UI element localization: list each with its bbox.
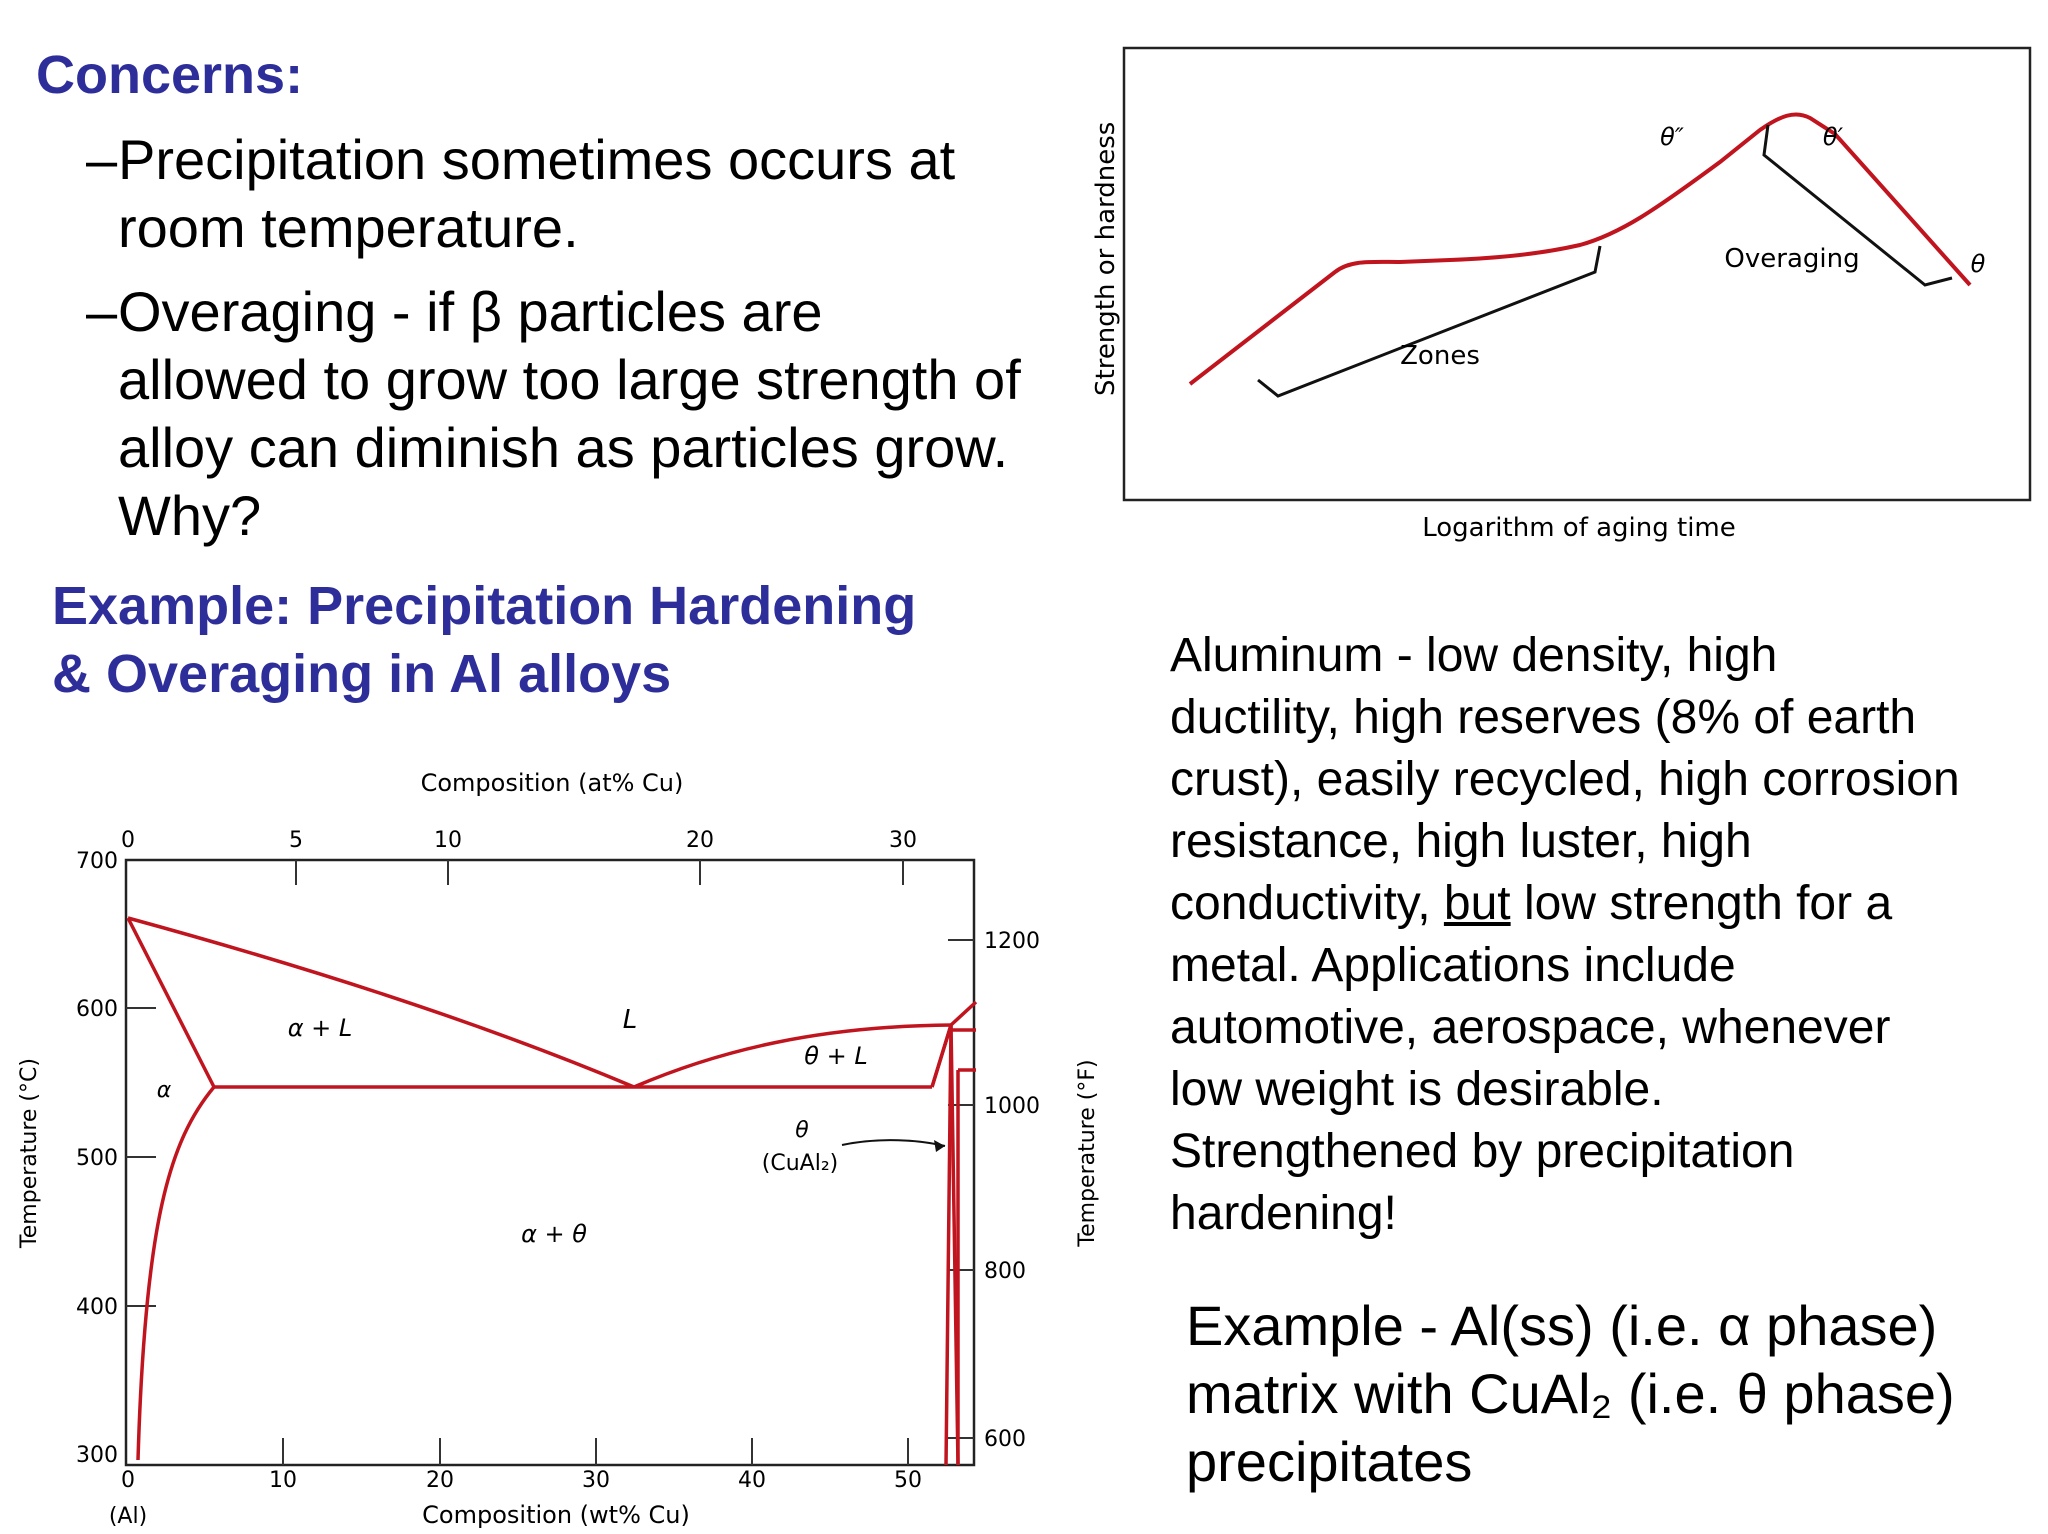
- bullet-line: allowed to grow too large strength of: [118, 348, 1021, 411]
- bullet-line: room temperature.: [118, 196, 579, 259]
- bullet-line: alloy can diminish as particles grow.: [118, 416, 1009, 479]
- example-heading-line: & Overaging in Al alloys: [52, 644, 672, 704]
- bullet-line: Why?: [118, 484, 262, 547]
- region-alpha: α: [156, 1078, 172, 1103]
- concern-bullet-2: [86, 278, 1068, 550]
- bottom-left-label: (Al): [108, 1504, 148, 1529]
- underlined-but: but: [1443, 877, 1511, 930]
- cual2-arrowhead: [934, 1140, 945, 1152]
- theta-dprime-label: θ″: [1660, 123, 1684, 151]
- para-line: Strengthened by precipitation: [1170, 1125, 1795, 1178]
- para-line: hardening!: [1170, 1187, 1397, 1240]
- top-tick-label: 20: [686, 828, 714, 853]
- right-axis-label: Temperature (°F): [1075, 1059, 1100, 1247]
- example-line: matrix with CuAl₂ (i.e. θ phase): [1186, 1362, 1955, 1425]
- theta-prime-label: θ′: [1822, 123, 1844, 151]
- right-tick-label: 800: [984, 1259, 1026, 1284]
- right-tick-label: 1200: [984, 929, 1040, 954]
- left-tick-label: 400: [76, 1295, 118, 1320]
- para-line: [1170, 873, 2030, 935]
- top-axis-label: Composition (at% Cu): [420, 769, 684, 797]
- example-paragraph: [1186, 1292, 2036, 1496]
- bottom-tick-label: 10: [269, 1468, 297, 1493]
- left-tick-label: 500: [76, 1146, 118, 1171]
- para-line: metal. Applications include: [1170, 939, 1736, 992]
- bottom-ticks: [283, 1438, 908, 1465]
- bullet-dash: –: [86, 280, 118, 343]
- chart-frame: [1124, 48, 2030, 500]
- right-tick-label: 1000: [984, 1094, 1040, 1119]
- right-tick-label: 600: [984, 1427, 1026, 1452]
- bottom-axis-label: Composition (wt% Cu): [422, 1501, 690, 1529]
- overaging-label: Overaging: [1724, 244, 1860, 274]
- para-line: crust), easily recycled, high corrosion: [1170, 753, 1960, 806]
- para-line: ductility, high reserves (8% of earth: [1170, 691, 1917, 744]
- aging-xlabel: Logarithm of aging time: [1422, 513, 1736, 543]
- liquidus-right: [634, 1025, 952, 1087]
- bottom-tick-label: 30: [582, 1468, 610, 1493]
- top-ticks: [296, 860, 903, 885]
- left-tick-label: 300: [76, 1443, 118, 1468]
- para-text: low strength for a: [1510, 877, 1893, 930]
- top-tick-label: 30: [889, 828, 917, 853]
- bottom-tick-label: 50: [894, 1468, 922, 1493]
- example-line: precipitates: [1186, 1430, 1473, 1493]
- theta-left-boundary: [932, 1025, 951, 1465]
- zones-bracket: [1258, 246, 1600, 396]
- para-line: resistance, high luster, high: [1170, 815, 1752, 868]
- concern-bullet-1: [86, 126, 1068, 262]
- top-tick-label: 5: [289, 828, 303, 853]
- left-tick-label: 600: [76, 997, 118, 1022]
- bullet-line: Precipitation sometimes occurs at: [118, 128, 956, 191]
- bullet-line: Overaging - if β particles are: [118, 280, 823, 343]
- top-tick-label: 0: [121, 828, 135, 853]
- phase-boundaries: [128, 918, 976, 1465]
- region-theta: θ: [795, 1118, 809, 1143]
- bottom-tick-label: 20: [426, 1468, 454, 1493]
- region-theta-l: θ + L: [804, 1042, 868, 1070]
- para-line: automotive, aerospace, whenever: [1170, 1001, 1891, 1054]
- liquidus-left: [128, 918, 634, 1087]
- para-text: conductivity,: [1170, 877, 1444, 930]
- solidus-alpha: [128, 918, 214, 1087]
- region-alpha-l: α + L: [287, 1014, 353, 1042]
- para-line: low weight is desirable.: [1170, 1063, 1664, 1116]
- solvus-alpha: [138, 1087, 214, 1460]
- concerns-heading: Concerns:: [36, 45, 304, 105]
- theta-liquidus-right: [951, 1002, 976, 1025]
- cual2-arrow: [842, 1140, 945, 1146]
- region-cual2: (CuAl₂): [761, 1151, 839, 1176]
- bullet-dash: –: [86, 128, 118, 191]
- example-heading: [52, 572, 916, 708]
- aluminum-paragraph: [1170, 625, 2030, 1245]
- bottom-tick-label: 40: [738, 1468, 766, 1493]
- top-tick-label: 10: [434, 828, 462, 853]
- example-line: Example - Al(ss) (i.e. α phase): [1186, 1294, 1938, 1357]
- aging-ylabel: Strength or hardness: [1091, 121, 1121, 396]
- bottom-tick-label: 0: [121, 1468, 135, 1493]
- region-l: L: [622, 1005, 638, 1035]
- al-cu-phase-diagram: [0, 760, 1100, 1534]
- example-heading-line: Example: Precipitation Hardening: [52, 576, 917, 636]
- region-alpha-theta: α + θ: [521, 1220, 587, 1248]
- theta-label: θ: [1970, 250, 1986, 278]
- diagram-frame: [126, 860, 974, 1465]
- zones-label: Zones: [1400, 341, 1480, 371]
- left-tick-label: 700: [76, 849, 118, 874]
- para-line: Aluminum - low density, high: [1170, 629, 1778, 682]
- left-axis-label: Temperature (°C): [17, 1058, 42, 1248]
- aging-curve-chart: [1080, 40, 2040, 560]
